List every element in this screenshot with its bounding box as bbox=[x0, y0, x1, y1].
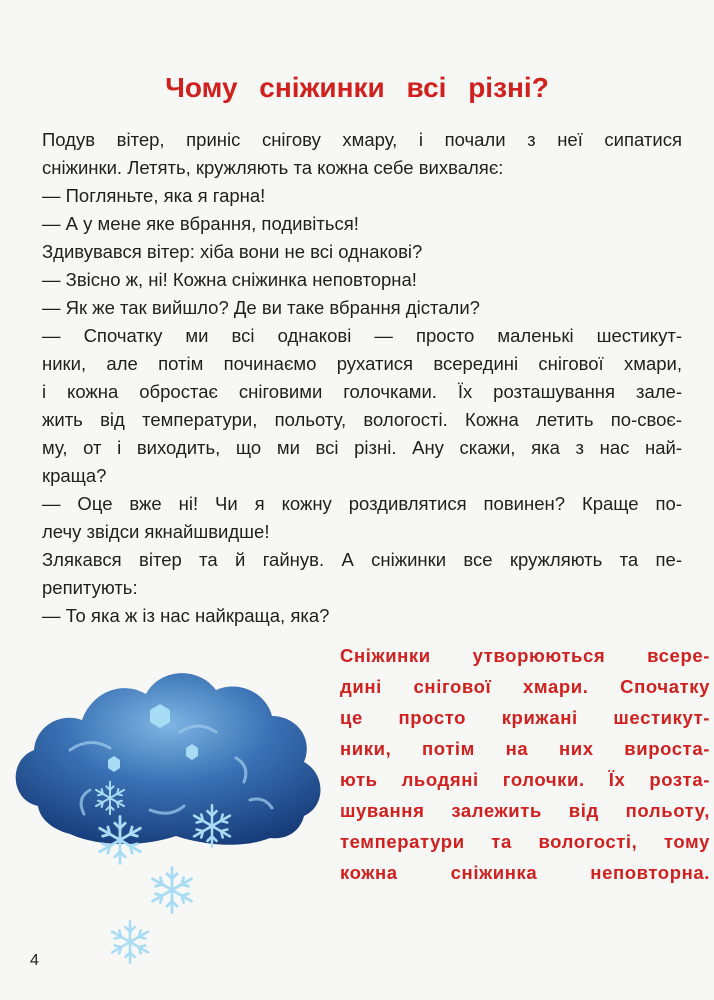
fact-line: ники, потім на них вироста- bbox=[340, 738, 710, 759]
story-line: лечу звідси якнайшвидше! bbox=[42, 521, 270, 542]
story-line: — Оце вже ні! Чи я кожну роздивлятися повинен? Краще по- bbox=[42, 493, 682, 514]
page-number: 4 bbox=[30, 952, 39, 969]
story-line: репитують: bbox=[42, 577, 138, 598]
story-line: му, от і виходить, що ми всі різні. Ану скажи, яка з нас най- bbox=[42, 437, 682, 458]
fact-line: Сніжинки утворюються всере- bbox=[340, 645, 710, 666]
fact-line: шування залежить від польоту, bbox=[340, 800, 710, 821]
story-line: Злякався вітер та й гайнув. А сніжинки все кружляють та пе- bbox=[42, 549, 682, 570]
story-line: — А у мене яке вбрання, подивіться! bbox=[42, 213, 359, 234]
snowflake-icon bbox=[153, 868, 192, 913]
story-line: жить від температури, польоту, вологості. Кожна летить по-своє- bbox=[42, 409, 682, 430]
snowflake-icon bbox=[112, 921, 148, 962]
story-line: краща? bbox=[42, 465, 107, 486]
story-line: — Звісно ж, ні! Кожна сніжинка неповторна! bbox=[42, 269, 417, 290]
fact-line: температури та вологості, тому bbox=[340, 831, 710, 852]
story-line: сніжинки. Летять, кружляють та кожна себе вихваляє: bbox=[42, 157, 504, 178]
story-line: — Погляньте, яка я гарна! bbox=[42, 185, 266, 206]
story-line: і кожна обростає сніговими голочками. Їх розташування зале- bbox=[42, 381, 682, 402]
fact-line: дині снігової хмари. Спочатку bbox=[340, 676, 710, 697]
story-line: — Як же так вийшло? Де ви таке вбрання дістали? bbox=[42, 297, 480, 318]
story-line: Здивувався вітер: хіба вони не всі однакові? bbox=[42, 241, 423, 262]
story-line: — Спочатку ми всі однакові — просто маленькі шестикут- bbox=[42, 325, 682, 346]
fact-text bbox=[340, 640, 710, 888]
story-line: Подув вітер, приніс снігову хмару, і почали з неї сипатися bbox=[42, 129, 682, 150]
fact-line: це просто крижані шестикут- bbox=[340, 707, 710, 728]
fact-line: ють льодяні голочки. Їх розта- bbox=[340, 769, 710, 790]
story-line: — То яка ж із нас найкраща, яка? bbox=[42, 605, 330, 626]
snow-cloud-illustration bbox=[0, 640, 330, 970]
page-title: Чому сніжинки всі різні? bbox=[165, 72, 549, 103]
fact-line: кожна сніжинка неповторна. bbox=[340, 862, 710, 883]
story-line: ники, але потім починаємо рухатися всередині снігової хмари, bbox=[42, 353, 682, 374]
cloud-shape bbox=[16, 673, 321, 845]
story-text bbox=[42, 126, 682, 630]
